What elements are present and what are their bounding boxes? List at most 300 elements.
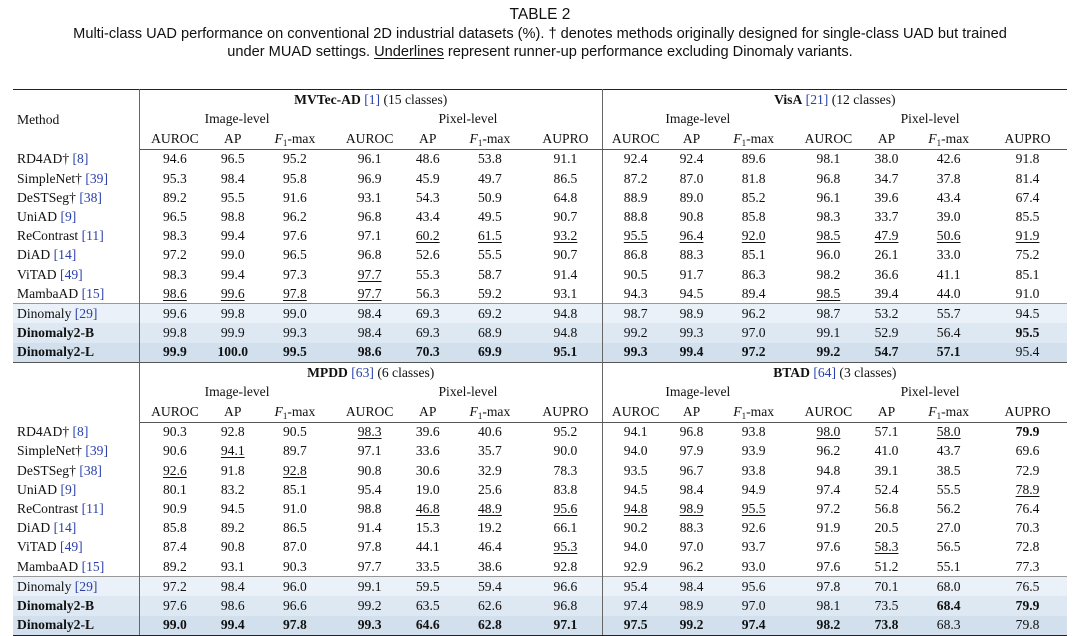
value-cell [529, 227, 602, 246]
value-cell [334, 265, 405, 284]
value-cell [909, 304, 988, 324]
f-subscript: 1 [477, 410, 483, 421]
method-name-cell [13, 480, 139, 499]
metric-value: 86.5 [553, 170, 578, 186]
metric-header [405, 402, 450, 422]
metric-value: 98.3 [163, 228, 187, 244]
value-cell [988, 343, 1067, 363]
value-cell [864, 596, 909, 615]
metric-header [255, 129, 334, 149]
value-cell [669, 442, 714, 461]
metric-value: 87.2 [623, 170, 648, 186]
metric-value: 98.5 [816, 228, 841, 244]
value-cell [602, 499, 669, 518]
metric-value: 95.8 [282, 170, 307, 186]
value-cell [210, 227, 255, 246]
metric-value: 97.4 [623, 597, 648, 613]
value-cell [988, 227, 1067, 246]
value-cell [988, 499, 1067, 518]
value-cell [405, 227, 450, 246]
image-level-header [602, 110, 793, 130]
metric-value: 98.9 [679, 597, 704, 613]
value-cell [669, 519, 714, 538]
method-name-cell [13, 246, 139, 265]
metric-value: 58.3 [874, 539, 899, 555]
metric-value: 56.4 [936, 325, 961, 341]
metric-value: 93.5 [623, 462, 648, 478]
metric-value: 98.2 [816, 266, 841, 282]
table-row [13, 616, 1067, 636]
method-name-cell [13, 169, 139, 188]
metric-value: 92.4 [679, 151, 704, 167]
value-cell [450, 207, 529, 226]
metric-value: 97.6 [163, 597, 187, 613]
metric-value: 56.2 [936, 500, 961, 516]
metric-value: 95.2 [553, 424, 578, 440]
dataset-ref: [1] [364, 91, 381, 107]
value-cell [255, 557, 334, 577]
f1-max-suffix: -max [941, 130, 970, 146]
metric-value: 91.8 [1015, 151, 1040, 167]
metric-value: 98.4 [357, 305, 382, 321]
metric-value: 76.4 [1015, 500, 1040, 516]
value-cell [529, 343, 602, 363]
value-cell [255, 284, 334, 304]
metric-value: 27.0 [936, 520, 961, 536]
dataset-class-count: (3 classes) [839, 364, 897, 380]
method-name: SimpleNet† [17, 443, 82, 459]
metric-value: 37.8 [936, 170, 961, 186]
value-cell [864, 246, 909, 265]
metric-value: 100.0 [217, 344, 249, 360]
value-cell [909, 557, 988, 577]
value-cell [793, 188, 864, 207]
method-name: SimpleNet† [17, 170, 82, 186]
metric-value: 98.8 [220, 208, 245, 224]
value-cell [450, 169, 529, 188]
value-cell [334, 442, 405, 461]
pixel-level-label: Pixel-level [900, 111, 960, 127]
metric-value: 41.0 [874, 443, 899, 459]
value-cell [909, 188, 988, 207]
method-name-cell [13, 265, 139, 284]
value-cell [988, 538, 1067, 557]
metric-label: AUPRO [542, 130, 589, 146]
table-row [13, 480, 1067, 499]
metric-value: 39.6 [874, 189, 899, 205]
metric-value: 69.9 [477, 344, 502, 360]
metric-label: AUROC [345, 130, 394, 146]
metric-value: 57.1 [874, 424, 899, 440]
value-cell [602, 538, 669, 557]
f1-max-suffix: -max [746, 403, 775, 419]
metric-value: 97.1 [357, 443, 382, 459]
metric-value: 79.8 [1015, 617, 1040, 633]
value-cell [909, 169, 988, 188]
metric-value: 98.4 [220, 578, 245, 594]
metric-value: 45.9 [415, 170, 440, 186]
value-cell [602, 596, 669, 615]
value-cell [529, 422, 602, 442]
metric-header [139, 129, 210, 149]
metric-value: 30.6 [415, 462, 440, 478]
metric-header [139, 402, 210, 422]
metric-value: 46.8 [415, 500, 440, 516]
metric-value: 85.1 [282, 481, 307, 497]
metric-value: 91.9 [1015, 228, 1040, 244]
f-letter: F [274, 403, 283, 419]
value-cell [864, 422, 909, 442]
dataset-header-left [139, 362, 602, 382]
method-name: Dinomaly2-B [17, 597, 95, 613]
metric-value: 96.2 [282, 208, 307, 224]
metric-header [602, 402, 669, 422]
table-row [13, 557, 1067, 577]
value-cell [669, 499, 714, 518]
metric-value: 90.3 [163, 424, 187, 440]
value-cell [334, 343, 405, 363]
value-cell [210, 169, 255, 188]
dataset-ref: [63] [351, 364, 374, 380]
value-cell [210, 343, 255, 363]
f-letter: F [928, 403, 937, 419]
metric-header [450, 129, 529, 149]
metric-value: 52.9 [874, 325, 899, 341]
metric-value: 98.9 [679, 305, 704, 321]
metric-value: 91.7 [679, 266, 704, 282]
metric-header [864, 402, 909, 422]
metric-value: 86.8 [623, 247, 648, 263]
metric-value: 94.8 [816, 462, 841, 478]
metric-value: 92.6 [741, 520, 766, 536]
value-cell [405, 169, 450, 188]
method-header [13, 362, 139, 422]
metric-header [988, 402, 1067, 422]
method-name-cell [13, 499, 139, 518]
method-name-cell [13, 557, 139, 577]
f-subscript: 1 [936, 410, 942, 421]
value-cell [602, 284, 669, 304]
metric-value: 97.2 [816, 500, 841, 516]
value-cell [793, 207, 864, 226]
table-row [13, 265, 1067, 284]
metric-value: 56.8 [874, 500, 899, 516]
metric-value: 91.0 [1015, 285, 1040, 301]
metric-value: 55.1 [936, 558, 961, 574]
metric-value: 95.4 [623, 578, 648, 594]
metric-label: AP [419, 403, 437, 419]
metric-label: AUROC [151, 403, 199, 419]
method-name: UniAD [17, 208, 58, 224]
value-cell [450, 616, 529, 636]
value-cell [139, 519, 210, 538]
value-cell [864, 343, 909, 363]
metric-value: 97.8 [357, 539, 382, 555]
value-cell [210, 149, 255, 169]
metric-value: 99.4 [679, 344, 704, 360]
metric-value: 85.8 [741, 208, 766, 224]
f1-max-suffix: -max [287, 403, 316, 419]
method-ref: [39] [85, 443, 109, 459]
method-ref: [8] [72, 423, 89, 439]
value-cell [405, 422, 450, 442]
f1-max-suffix: -max [482, 130, 511, 146]
method-ref: [9] [60, 481, 77, 497]
method-name-cell [13, 422, 139, 442]
pixel-level-header [793, 382, 1067, 402]
value-cell [139, 596, 210, 615]
value-cell [210, 265, 255, 284]
value-cell [864, 304, 909, 324]
metric-value: 99.8 [220, 305, 245, 321]
metric-value: 58.0 [936, 424, 961, 440]
method-ref: [29] [74, 305, 98, 321]
value-cell [255, 227, 334, 246]
metric-value: 36.6 [874, 266, 899, 282]
metric-value: 96.4 [679, 228, 704, 244]
method-name: DeSTSeg† [17, 462, 76, 478]
metric-value: 57.1 [936, 344, 961, 360]
value-cell [909, 207, 988, 226]
value-cell [450, 246, 529, 265]
metric-value: 95.5 [623, 228, 648, 244]
value-cell [450, 461, 529, 480]
metric-value: 54.3 [415, 189, 440, 205]
value-cell [793, 557, 864, 577]
dataset-ref: [21] [805, 91, 829, 107]
value-cell [669, 284, 714, 304]
value-cell [669, 480, 714, 499]
method-name-cell [13, 519, 139, 538]
metric-header [334, 129, 405, 149]
metric-value: 76.5 [1015, 578, 1040, 594]
value-cell [988, 304, 1067, 324]
value-cell [334, 519, 405, 538]
value-cell [139, 304, 210, 324]
value-cell [602, 480, 669, 499]
value-cell [210, 304, 255, 324]
metric-value: 95.5 [1015, 325, 1040, 341]
metric-value: 90.0 [553, 443, 578, 459]
method-name-cell [13, 227, 139, 246]
metric-value: 94.6 [163, 151, 187, 167]
metric-value: 96.8 [816, 170, 841, 186]
table-row [13, 596, 1067, 615]
metric-value: 90.8 [679, 208, 704, 224]
value-cell [529, 461, 602, 480]
metric-value: 93.8 [741, 424, 766, 440]
metric-value: 93.2 [553, 228, 578, 244]
value-cell [602, 265, 669, 284]
f-letter: F [274, 130, 283, 146]
dataset-header-left [139, 90, 602, 110]
metric-value: 96.0 [282, 578, 307, 594]
image-level-header [139, 382, 334, 402]
dataset-name: BTAD [773, 364, 810, 380]
metric-value: 94.5 [1015, 305, 1040, 321]
value-cell [793, 149, 864, 169]
metric-value: 87.0 [679, 170, 704, 186]
metric-value: 93.1 [553, 285, 578, 301]
metric-value: 93.0 [741, 558, 766, 574]
metric-value: 99.3 [623, 344, 648, 360]
table-row [13, 188, 1067, 207]
value-cell [988, 596, 1067, 615]
metric-value: 33.0 [936, 247, 961, 263]
method-name: Dinomaly2-L [17, 344, 95, 360]
metric-header [255, 402, 334, 422]
metric-value: 91.4 [553, 266, 578, 282]
metric-value: 68.9 [477, 325, 502, 341]
metric-value: 94.5 [679, 285, 704, 301]
method-name-cell [13, 304, 139, 324]
metric-value: 33.5 [415, 558, 440, 574]
metric-value: 98.0 [816, 424, 841, 440]
value-cell [255, 499, 334, 518]
value-cell [714, 596, 793, 615]
value-cell [602, 422, 669, 442]
value-cell [405, 519, 450, 538]
metric-label: AP [682, 130, 701, 146]
value-cell [334, 616, 405, 636]
value-cell [405, 149, 450, 169]
value-cell [405, 596, 450, 615]
metric-value: 97.2 [163, 578, 187, 594]
value-cell [864, 480, 909, 499]
metric-label: AUROC [804, 130, 853, 146]
metric-value: 95.3 [553, 539, 578, 555]
metric-value: 98.5 [816, 285, 841, 301]
metric-value: 59.5 [415, 578, 440, 594]
f-letter: F [928, 130, 937, 146]
f-subscript: 1 [282, 137, 288, 148]
value-cell [334, 284, 405, 304]
metric-value: 59.2 [477, 285, 502, 301]
value-cell [139, 616, 210, 636]
metric-value: 38.0 [874, 151, 899, 167]
value-cell [793, 519, 864, 538]
value-cell [714, 227, 793, 246]
image-level-header [139, 110, 334, 130]
metric-value: 78.9 [1015, 481, 1040, 497]
value-cell [988, 480, 1067, 499]
metric-value: 97.7 [357, 266, 382, 282]
metric-header [450, 402, 529, 422]
f1-max-suffix: -max [482, 403, 511, 419]
metric-value: 99.3 [357, 617, 382, 633]
metric-value: 96.1 [357, 151, 382, 167]
table-row [13, 227, 1067, 246]
table-row [13, 461, 1067, 480]
metric-value: 93.8 [741, 462, 766, 478]
f1-max-suffix: -max [746, 130, 775, 146]
value-cell [602, 557, 669, 577]
metric-value: 92.0 [741, 228, 766, 244]
metric-header [793, 402, 864, 422]
metric-value: 67.4 [1015, 189, 1040, 205]
method-name: Dinomaly2-L [17, 617, 95, 633]
metric-value: 90.2 [623, 520, 648, 536]
metric-value: 78.3 [553, 462, 578, 478]
value-cell [793, 304, 864, 324]
pixel-level-header [793, 110, 1067, 130]
metric-value: 91.8 [220, 462, 245, 478]
metric-value: 97.6 [282, 228, 307, 244]
value-cell [139, 442, 210, 461]
metric-value: 93.1 [220, 558, 245, 574]
value-cell [529, 323, 602, 342]
metric-value: 94.0 [623, 443, 648, 459]
metric-value: 97.6 [816, 539, 841, 555]
metric-value: 59.4 [477, 578, 502, 594]
metric-value: 20.5 [874, 520, 899, 536]
value-cell [529, 207, 602, 226]
value-cell [988, 207, 1067, 226]
table-row [13, 207, 1067, 226]
method-name: ViTAD [17, 539, 57, 555]
value-cell [255, 343, 334, 363]
metric-value: 63.5 [415, 597, 440, 613]
value-cell [714, 284, 793, 304]
value-cell [988, 169, 1067, 188]
value-cell [909, 265, 988, 284]
method-name: Dinomaly [17, 305, 72, 321]
dataset-class-count: (6 classes) [377, 364, 435, 380]
value-cell [529, 304, 602, 324]
value-cell [405, 461, 450, 480]
metric-value: 90.7 [553, 208, 578, 224]
metric-header [909, 129, 988, 149]
dataset-name: MPDD [307, 364, 348, 380]
method-name-cell [13, 538, 139, 557]
metric-value: 99.0 [220, 247, 245, 263]
value-cell [450, 343, 529, 363]
value-cell [714, 188, 793, 207]
metric-value: 98.1 [816, 151, 841, 167]
metric-header [669, 402, 714, 422]
value-cell [793, 480, 864, 499]
value-cell [210, 246, 255, 265]
value-cell [450, 265, 529, 284]
metric-value: 90.8 [357, 462, 382, 478]
value-cell [909, 343, 988, 363]
metric-value: 44.1 [415, 539, 440, 555]
metric-value: 96.1 [816, 189, 841, 205]
value-cell [669, 557, 714, 577]
metric-value: 98.3 [357, 424, 382, 440]
value-cell [669, 169, 714, 188]
metric-value: 50.9 [477, 189, 502, 205]
metric-value: 62.6 [477, 597, 502, 613]
metric-value: 19.0 [415, 481, 440, 497]
metric-label: AUROC [151, 130, 199, 146]
metric-value: 92.9 [623, 558, 648, 574]
value-cell [793, 538, 864, 557]
metric-value: 98.1 [816, 597, 841, 613]
method-ref: [38] [79, 462, 102, 478]
value-cell [529, 557, 602, 577]
value-cell [529, 188, 602, 207]
value-cell [909, 246, 988, 265]
metric-value: 89.0 [679, 189, 704, 205]
value-cell [450, 499, 529, 518]
image-level-label: Image-level [665, 384, 731, 400]
metric-value: 90.3 [282, 558, 307, 574]
value-cell [909, 480, 988, 499]
metric-label: AP [682, 403, 701, 419]
value-cell [210, 616, 255, 636]
value-cell [864, 207, 909, 226]
